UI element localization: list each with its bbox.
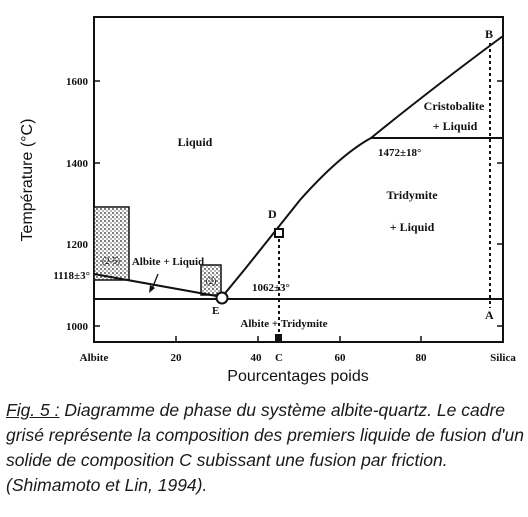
grey-box-left-label: (2-5)	[102, 256, 120, 266]
field-albite-tridymite: Albite + Tridymite	[240, 318, 328, 330]
field-liquid: Liquid	[177, 135, 213, 149]
isotherm-label-1062: 1062±3°	[252, 282, 290, 294]
isotherm-label-1472: 1472±18°	[378, 147, 422, 159]
x-tick-albite: Albite	[79, 352, 109, 364]
caption-text: Diagramme de phase du système albite-quartz. Le cadre grisé représente la composition des premiers liquide de fusion d'un solide de composition C subissant une fusion par friction. (Shimamoto et Lin, 1994).	[6, 400, 524, 495]
grey-box-left	[94, 207, 129, 280]
field-tridymite: Tridymite	[386, 188, 438, 202]
field-cristobalite: Cristobalite	[423, 99, 485, 113]
field-albite-liquid: Albite + Liquid	[131, 256, 205, 268]
isotherm-label-1118: 1118±3°	[53, 270, 90, 282]
x-tick-c: C	[275, 352, 283, 364]
x-tick-80: 80	[415, 352, 427, 364]
y-tick-1000: 1000	[66, 321, 88, 333]
x-axis-title: Pourcentages poids	[227, 368, 369, 385]
point-label-e: E	[212, 305, 220, 317]
point-label-d: D	[268, 207, 277, 221]
plot-frame	[94, 17, 503, 342]
x-tick-silica: Silica	[490, 352, 516, 364]
point-d-marker	[275, 229, 283, 237]
label-pointer-head	[149, 285, 155, 293]
x-tick-20: 20	[170, 352, 182, 364]
point-label-b: B	[485, 27, 494, 41]
y-tick-1200: 1200	[66, 239, 88, 251]
grey-box-right-label: (2)	[205, 276, 217, 286]
point-label-a: A	[485, 308, 494, 322]
y-axis-title: Température (°C)	[19, 118, 36, 242]
y-axis-ticks	[94, 81, 503, 326]
silica-liquidus	[222, 36, 503, 297]
y-tick-1400: 1400	[66, 158, 88, 170]
y-tick-1600: 1600	[66, 76, 88, 88]
x-tick-60: 60	[334, 352, 346, 364]
field-cristobalite-liquid: + Liquid	[432, 119, 478, 133]
figure-caption	[6, 398, 526, 498]
field-tridymite-liquid: + Liquid	[389, 220, 435, 234]
eutectic-point-e	[217, 293, 228, 304]
caption-figure-ref: Fig. 5 :	[6, 400, 60, 420]
point-c-marker	[275, 334, 282, 341]
x-tick-40: 40	[250, 352, 262, 364]
